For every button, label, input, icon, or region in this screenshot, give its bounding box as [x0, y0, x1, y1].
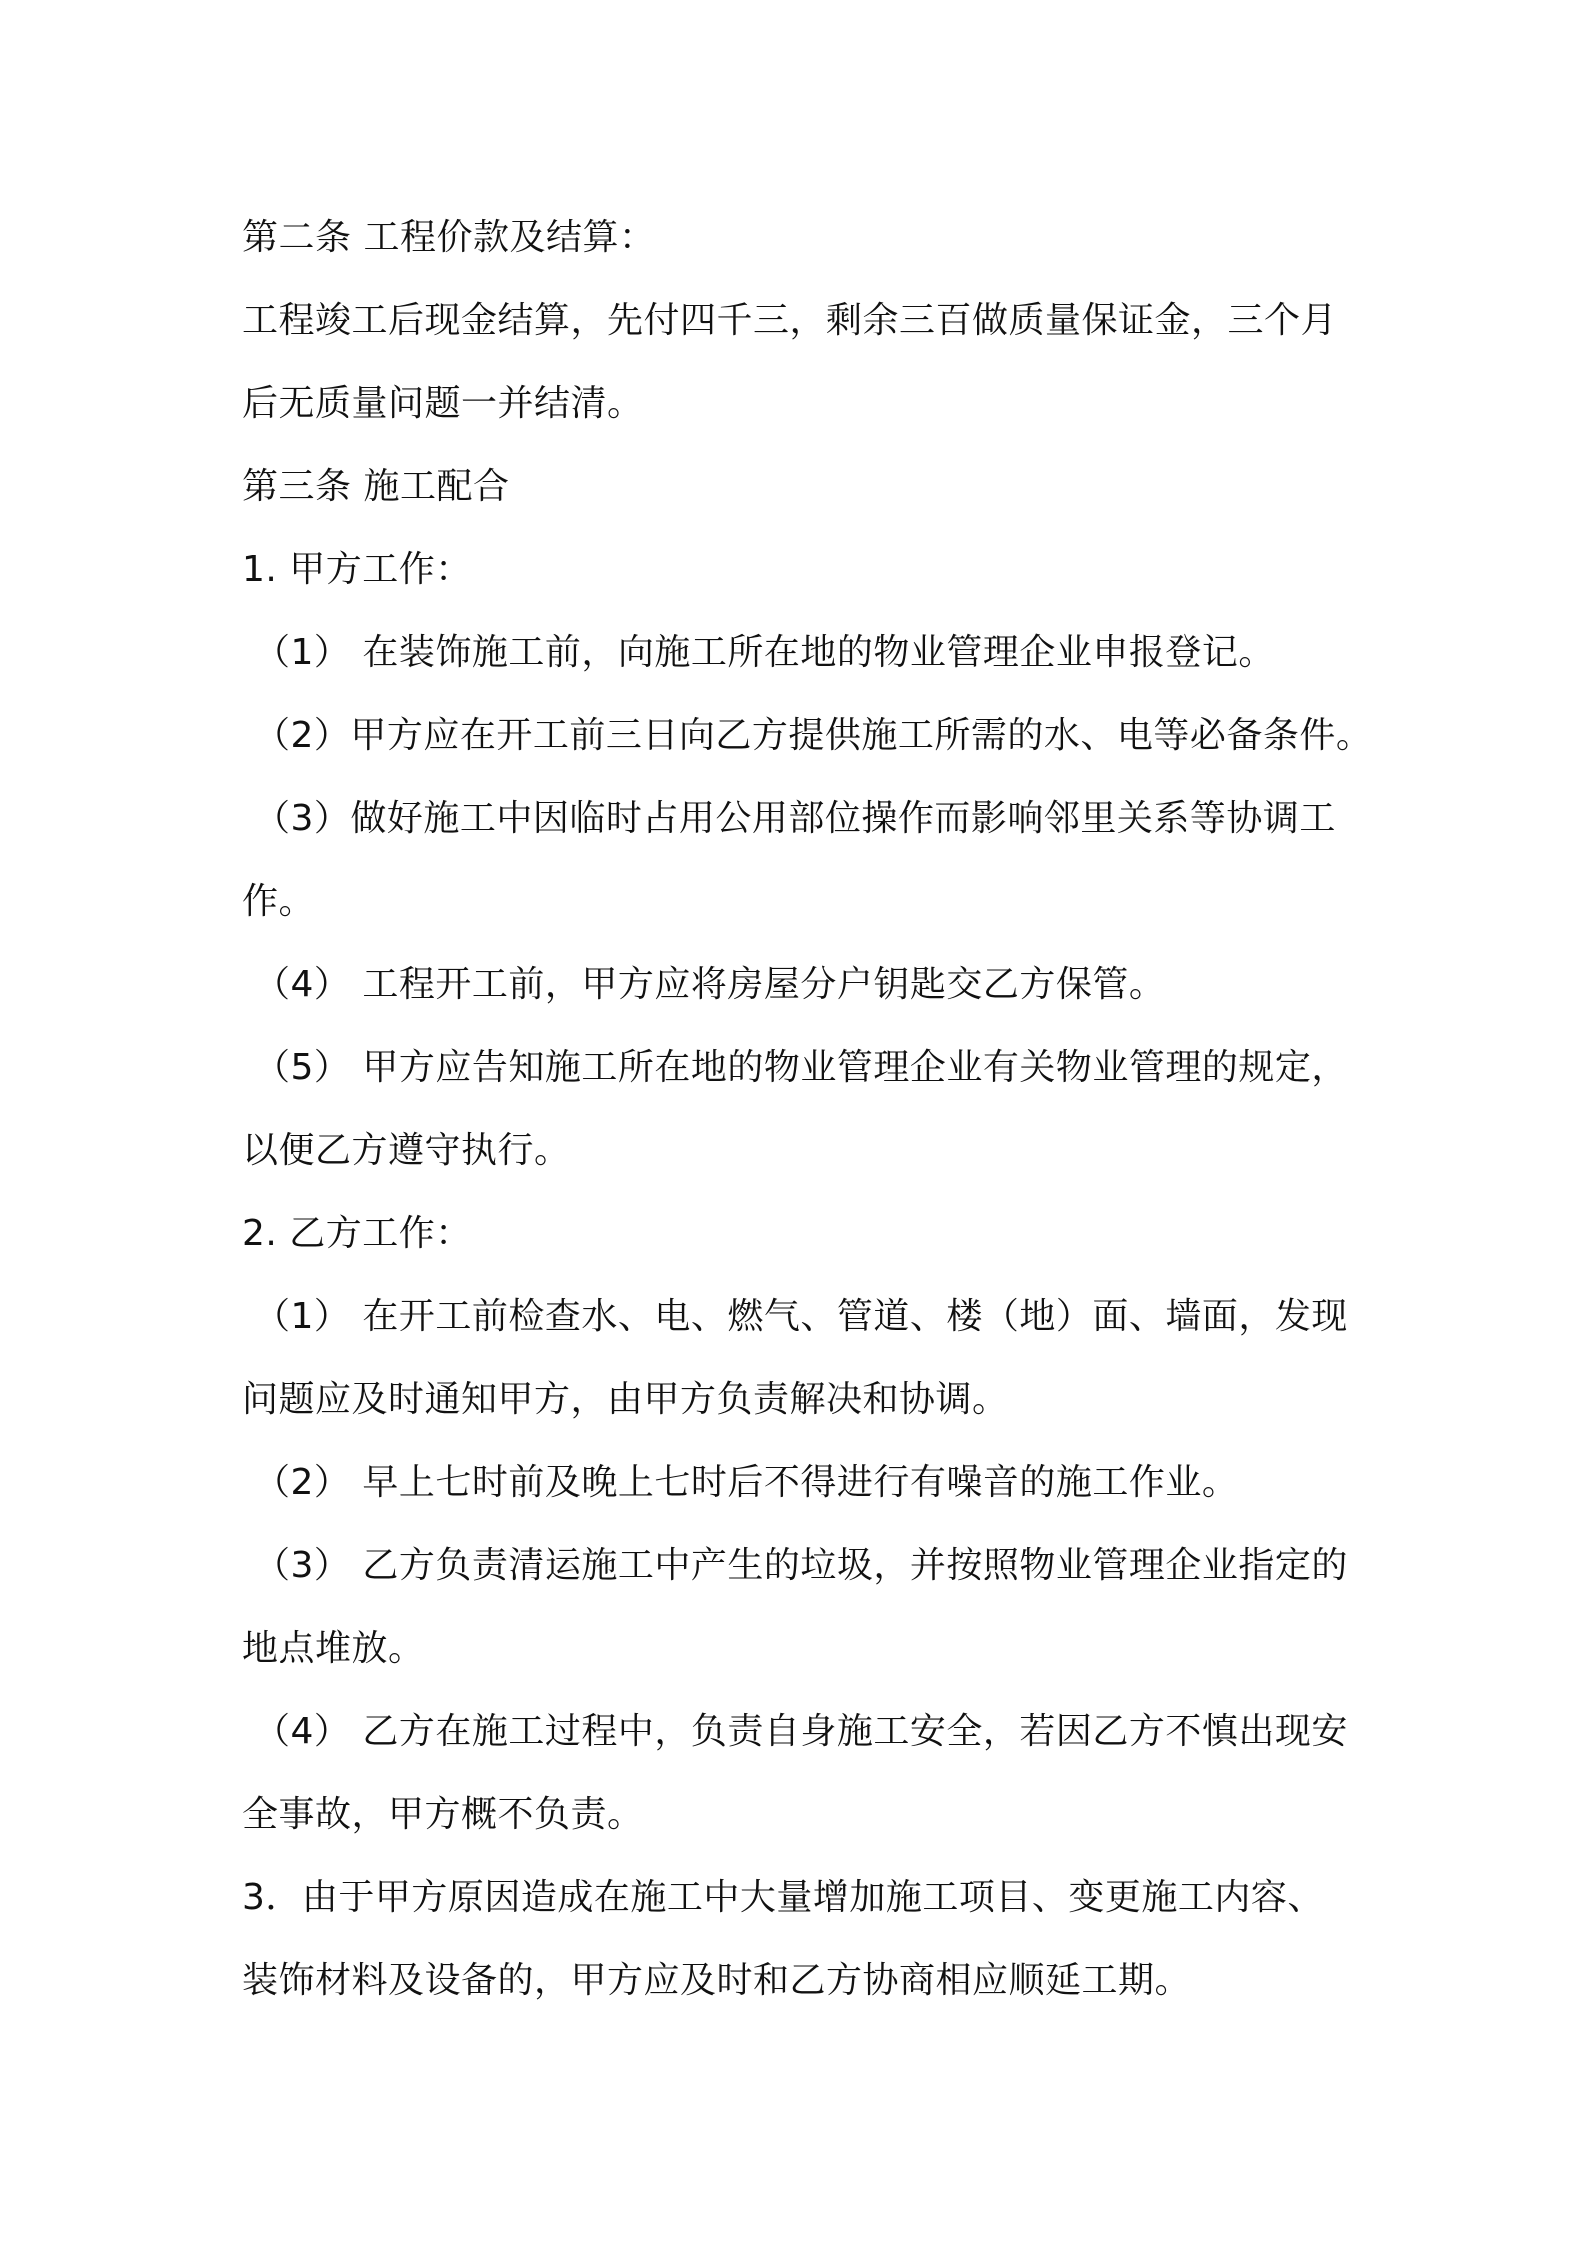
list-item: （2）甲方应在开工前三日向乙方提供施工所需的水、电等必备条件。: [254, 715, 1373, 756]
numbered-paragraph-3: 3．由于甲方原因造成在施工中大量增加施工项目、变更施工内容、: [242, 1877, 1324, 1918]
list-item-continuation: 地点堆放。: [242, 1628, 425, 1669]
section-heading-2: 第二条 工程价款及结算：: [242, 217, 656, 258]
list-item-continuation: 以便乙方遵守执行。: [242, 1130, 571, 1171]
document-body: [242, 196, 1373, 2022]
list-item: （4） 乙方在施工过程中，负责自身施工安全，若因乙方不慎出现安: [254, 1711, 1348, 1752]
list-item: （1） 在开工前检查水、电、燃气、管道、楼（地）面、墙面，发现: [254, 1296, 1348, 1337]
list-item-continuation: 作。: [242, 881, 316, 922]
paragraph-line: 装饰材料及设备的，甲方应及时和乙方协商相应顺延工期。: [242, 1960, 1192, 2001]
list-item: （3） 乙方负责清运施工中产生的垃圾，并按照物业管理企业指定的: [254, 1545, 1348, 1586]
list-item: （3）做好施工中因临时占用公用部位操作而影响邻里关系等协调工: [254, 798, 1336, 839]
subsection-heading-party-b: 2. 乙方工作：: [242, 1213, 472, 1254]
list-item: （4） 工程开工前，甲方应将房屋分户钥匙交乙方保管。: [254, 964, 1166, 1005]
subsection-heading-party-a: 1. 甲方工作：: [242, 549, 472, 590]
paragraph-line: 工程竣工后现金结算，先付四千三，剩余三百做质量保证金，三个月: [242, 300, 1338, 341]
list-item-continuation: 全事故，甲方概不负责。: [242, 1794, 644, 1835]
list-item: （2） 早上七时前及晚上七时后不得进行有噪音的施工作业。: [254, 1462, 1239, 1503]
paragraph-line: 后无质量问题一并结清。: [242, 383, 644, 424]
list-item: （1） 在装饰施工前，向施工所在地的物业管理企业申报登记。: [254, 632, 1275, 673]
section-heading-3: 第三条 施工配合: [242, 466, 510, 507]
list-item: （5） 甲方应告知施工所在地的物业管理企业有关物业管理的规定，: [254, 1047, 1348, 1088]
list-item-continuation: 问题应及时通知甲方，由甲方负责解决和协调。: [242, 1379, 1009, 1420]
